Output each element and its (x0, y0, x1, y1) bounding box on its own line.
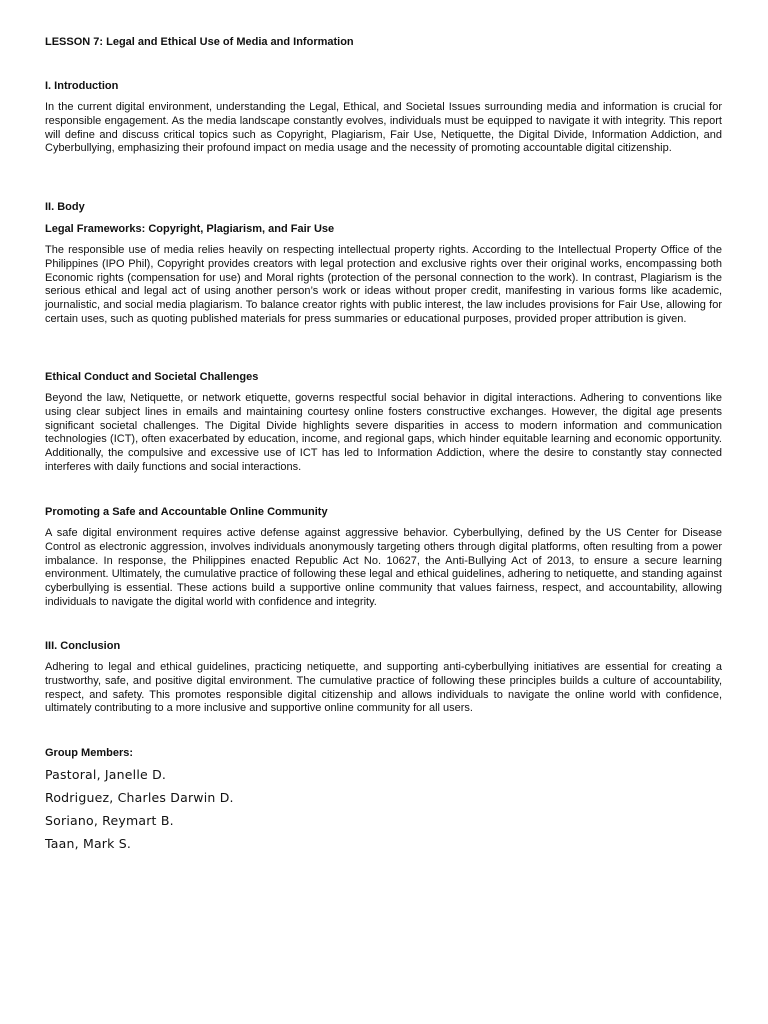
conclusion-paragraph: Adhering to legal and ethical guidelines, practicing netiquette, and supporting anti-cyberbullying initiatives are essential for creating a trustworthy, safe, and positive digital environment. The cumulative practice of following these principles builds a culture of accountability, respect, and safety. This promotes responsible digital citizenship and allows individuals to navigate the online world with confidence, ultimately contributing to a more inclusive and supportive online community for all users. (45, 661, 722, 715)
section-paragraph-legal-frameworks: The responsible use of media relies heavily on respecting intellectual property rights. According to the Intellectual Property Office of the Philippines (IPO Phil), Copyright provides creators with legal protection and exclusive rights over their original works, encompassing both Economic rights (compensation for use) and Moral rights (protection of the personal connection to the work). In contrast, Plagiarism is the serious ethical and legal act of using another person’s work or ideas without proper credit, manifesting in various forms like academic, journalistic, and social media plagiarism. To balance creator rights with public interest, the law includes provisions for Fair Use, allowing for certain uses, such as quoting published materials for press summaries or educational purposes, provided proper attribution is given. (45, 244, 722, 325)
group-member: Rodriguez, Charles Darwin D. (45, 790, 234, 805)
document-title: LESSON 7: Legal and Ethical Use of Media and Information (45, 36, 354, 48)
group-member: Pastoral, Janelle D. (45, 767, 167, 782)
conclusion-heading: III. Conclusion (45, 640, 121, 652)
section-paragraph-ethical-conduct: Beyond the law, Netiquette, or network etiquette, governs respectful social behavior in digital interactions. Adhering to conventions like using clear subject lines in emails and maintaining courtesy online fosters constructive exchanges. However, the digital age presents significant societal challenges. The Digital Divide highlights severe disparities in access to modern information and communication technologies (ICT), often exacerbated by education, income, and regional gaps, which hinder equitable learning and economic opportunity. Additionally, the compulsive and excessive use of ICT has led to Information Addiction, where the desire to constantly stay connected interferes with daily functions and social interactions. (45, 392, 722, 473)
group-member: Taan, Mark S. (45, 836, 132, 851)
section-paragraph-safe-community: A safe digital environment requires active defense against aggressive behavior. Cyberbullying, defined by the US Center for Disease Control as electronic aggression, involves individuals anonymously targeting others through digital platforms, often resulting from a power imbalance. In response, the Philippines enacted Republic Act No. 10627, the Anti-Bullying Act of 2013, to ensure a secure learning environment. Ultimately, the cumulative practice of following these legal and ethical guidelines, adhering to netiquette, and standing against cyberbullying is essential. These actions build a supportive online community that values fairness, respect, and accountability, allowing individuals to navigate the digital world with confidence and integrity. (45, 527, 722, 608)
section-heading-ethical-conduct: Ethical Conduct and Societal Challenges (45, 371, 259, 383)
body-heading: II. Body (45, 201, 85, 213)
section-heading-safe-community: Promoting a Safe and Accountable Online Community (45, 506, 328, 518)
section-heading-legal-frameworks: Legal Frameworks: Copyright, Plagiarism, and Fair Use (45, 223, 335, 235)
group-members-heading: Group Members: (45, 747, 134, 759)
introduction-heading: I. Introduction (45, 80, 119, 92)
introduction-paragraph: In the current digital environment, understanding the Legal, Ethical, and Societal Issues surrounding media and information is crucial for responsible engagement. As the media landscape constantly evolves, individuals must be equipped to navigate it with integrity. This report will define and discuss critical topics such as Copyright, Plagiarism, Fair Use, Netiquette, the Digital Divide, Information Addiction, and Cyberbullying, emphasizing their profound impact on media usage and the necessity of promoting accountable digital citizenship. (45, 101, 722, 155)
group-member: Soriano, Reymart B. (45, 813, 174, 828)
